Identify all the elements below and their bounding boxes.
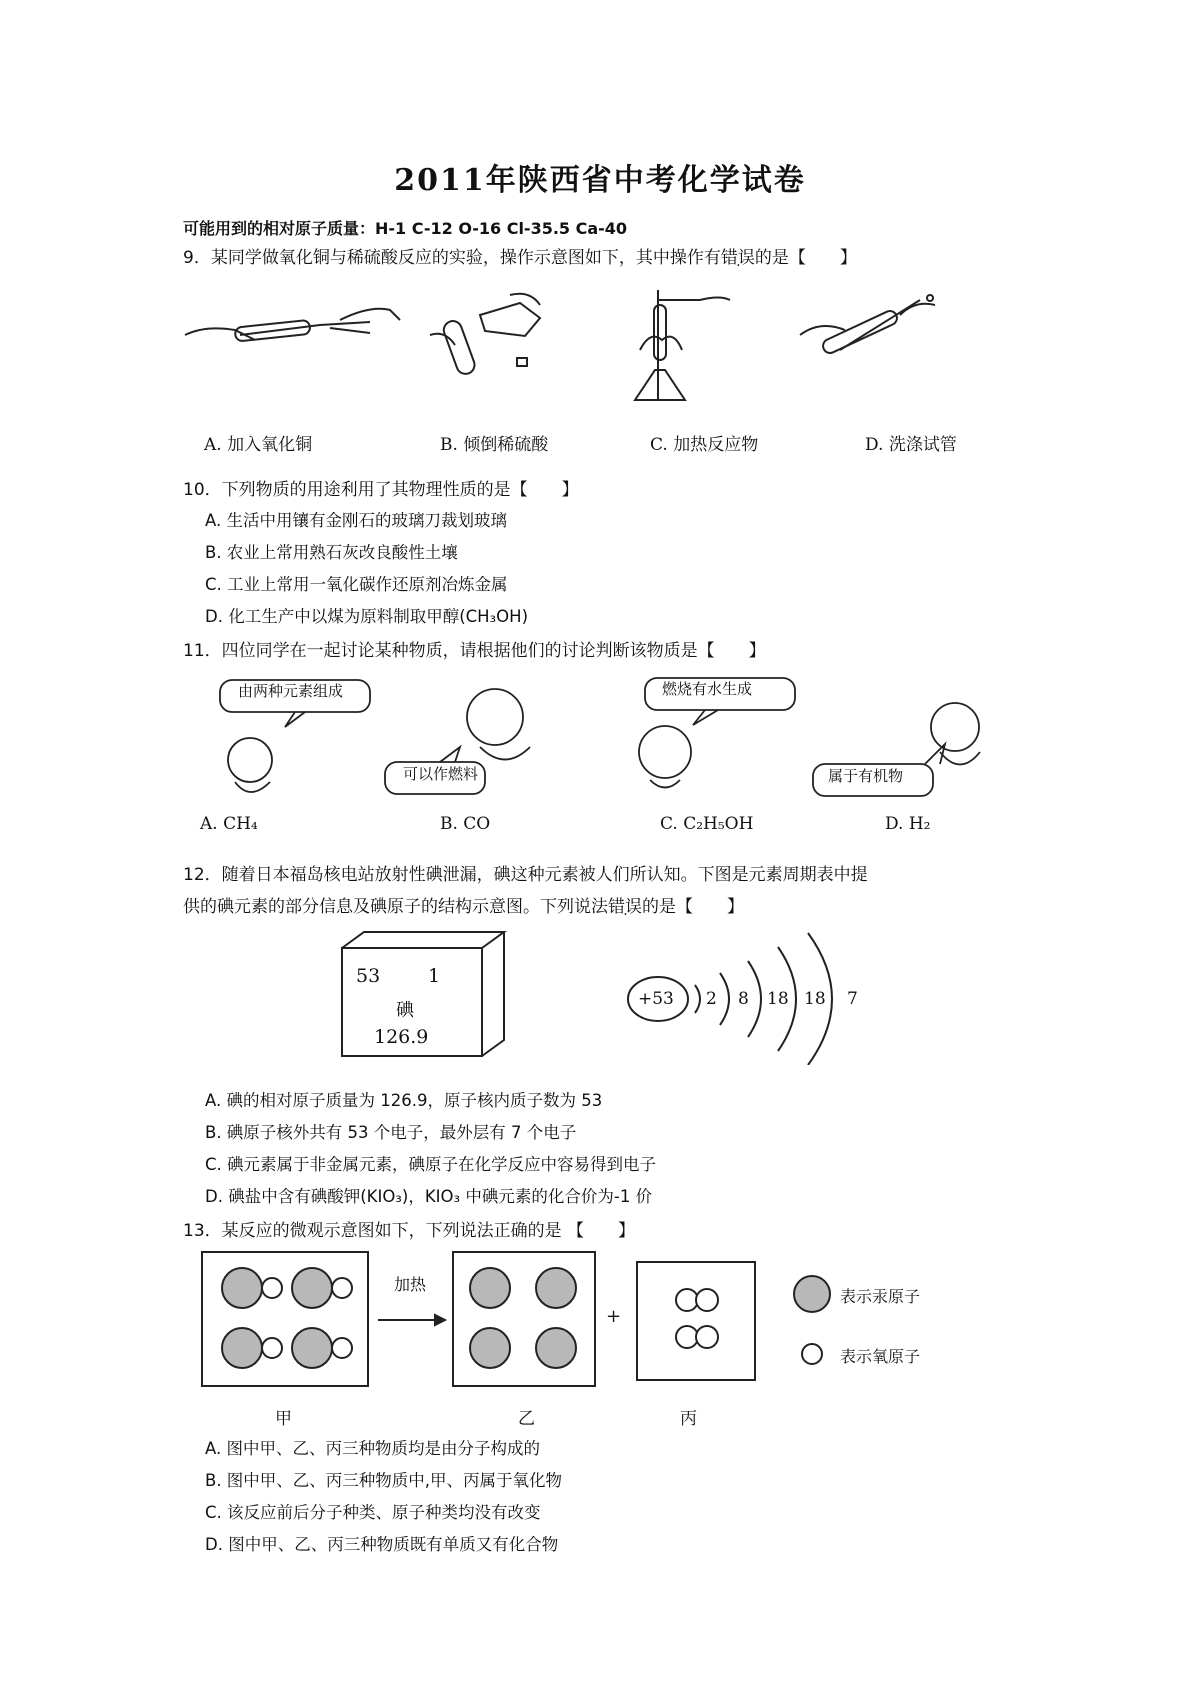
question-9-stem: 9．某同学做氧化铜与稀硫酸反应的实验，操作示意图如下，其中操作有错误的是【 】 [183,248,857,268]
legend-oxygen: 表示氧原子 [840,1347,921,1366]
lab-c-illustration [635,290,730,400]
q11-caption-a: A. CH₄ [200,814,258,834]
q12-option-b: B. 碘原子核外共有 53 个电子，最外层有 7 个电子 [205,1123,577,1142]
plus-sign: + [606,1306,622,1327]
bubble-text-1: 由两种元素组成 [238,682,344,700]
reaction-diagram [200,1250,980,1390]
q13-option-c: C. 该反应前后分子种类、原子种类均没有改变 [205,1503,541,1522]
question-12-stem-line-2: 供的碘元素的部分信息及碘原子的结构示意图。下列说法错误的是【 】 [183,897,744,917]
label-jia: 甲 [275,1409,292,1429]
bubble-text-2: 可以作燃料 [403,765,479,783]
q9-caption-d: D. 洗涤试管 [865,435,957,455]
q9-caption-a: A. 加入氧化铜 [204,435,313,455]
q9-caption-b: B. 倾倒稀硫酸 [440,435,549,455]
q13-option-a: A. 图中甲、乙、丙三种物质均是由分子构成的 [205,1439,540,1458]
question-13-stem: 13．某反应的微观示意图如下，下列说法正确的是 【 】 [183,1221,636,1241]
shell-electrons-5: 7 [847,989,858,1009]
label-yi: 乙 [518,1409,535,1429]
q12-option-a: A. 碘的相对原子质量为 126.9，原子核内质子数为 53 [205,1091,603,1110]
bubble-text-4: 属于有机物 [828,767,904,785]
q9-lab-illustrations [180,290,1040,410]
mercury-atom-legend-swatch [794,1276,830,1312]
nucleus-charge: +53 [638,989,674,1009]
atomic-masses-note: 可能用到的相对原子质量：H-1 C-12 O-16 Cl-35.5 Ca-40 [183,219,628,238]
shell-electrons-1: 2 [706,989,717,1009]
q12-option-c: C. 碘元素属于非金属元素，碘原子在化学反应中容易得到电子 [205,1155,657,1174]
q9-caption-c: C. 加热反应物 [650,435,759,455]
lab-d-illustration [800,295,935,355]
student-face [467,689,523,745]
box-bing [637,1262,755,1380]
student-face [639,726,691,778]
shell-electrons-2: 8 [738,989,749,1009]
student-face [228,738,272,782]
q10-option-a: A. 生活中用镶有金刚石的玻璃刀裁划玻璃 [205,511,507,530]
q11-caption-d: D. H₂ [885,814,931,834]
q10-option-c: C. 工业上常用一氧化碳作还原剂冶炼金属 [205,575,508,594]
q10-option-d: D. 化工生产中以煤为原料制取甲醇(CH₃OH) [205,607,529,626]
question-12-stem-line-1: 12．随着日本福岛核电站放射性碘泄漏，碘这种元素被人们所认知。下图是元素周期表中提 [183,865,868,885]
legend-mercury: 表示汞原子 [840,1287,921,1306]
element-name: 碘 [396,1000,414,1021]
lab-a-illustration [185,309,400,342]
element-atomic-number: 53 [356,965,381,987]
emphasis-mark: 错误 [720,248,755,268]
box-yi [453,1252,595,1386]
shell-electrons-4: 18 [804,989,826,1009]
oxygen-atom-legend-swatch [802,1344,822,1364]
element-mass: 126.9 [374,1026,429,1048]
bubble-text-3: 燃烧有水生成 [662,680,753,698]
q13-option-d: D. 图中甲、乙、丙三种物质既有单质又有化合物 [205,1535,559,1554]
question-11-stem: 11．四位同学在一起讨论某种物质，请根据他们的讨论判断该物质是【 】 [183,641,766,661]
page-title: 2011年陕西省中考化学试卷 [394,163,806,198]
box-jia [202,1252,368,1386]
q13-option-b: B. 图中甲、乙、丙三种物质中,甲、丙属于氧化物 [205,1471,563,1490]
question-10-stem: 10．下列物质的用途利用了其物理性质的是【 】 [183,480,579,500]
student-face [931,703,979,751]
q10-option-b: B. 农业上常用熟石灰改良酸性土壤 [205,543,458,562]
emphasis-mark: 错误 [608,897,642,917]
q11-caption-b: B. CO [440,814,491,834]
label-bing: 丙 [680,1409,697,1429]
q12-option-d: D. 碘盐中含有碘酸钾(KIO₃)，KIO₃ 中碘元素的化合价为-1 价 [205,1187,653,1206]
arrow-label: 加热 [394,1275,427,1294]
element-valence: 1 [428,965,441,987]
shell-electrons-3: 18 [767,989,789,1009]
lab-b-illustration [430,294,540,377]
q11-caption-c: C. C₂H₅OH [660,814,754,834]
